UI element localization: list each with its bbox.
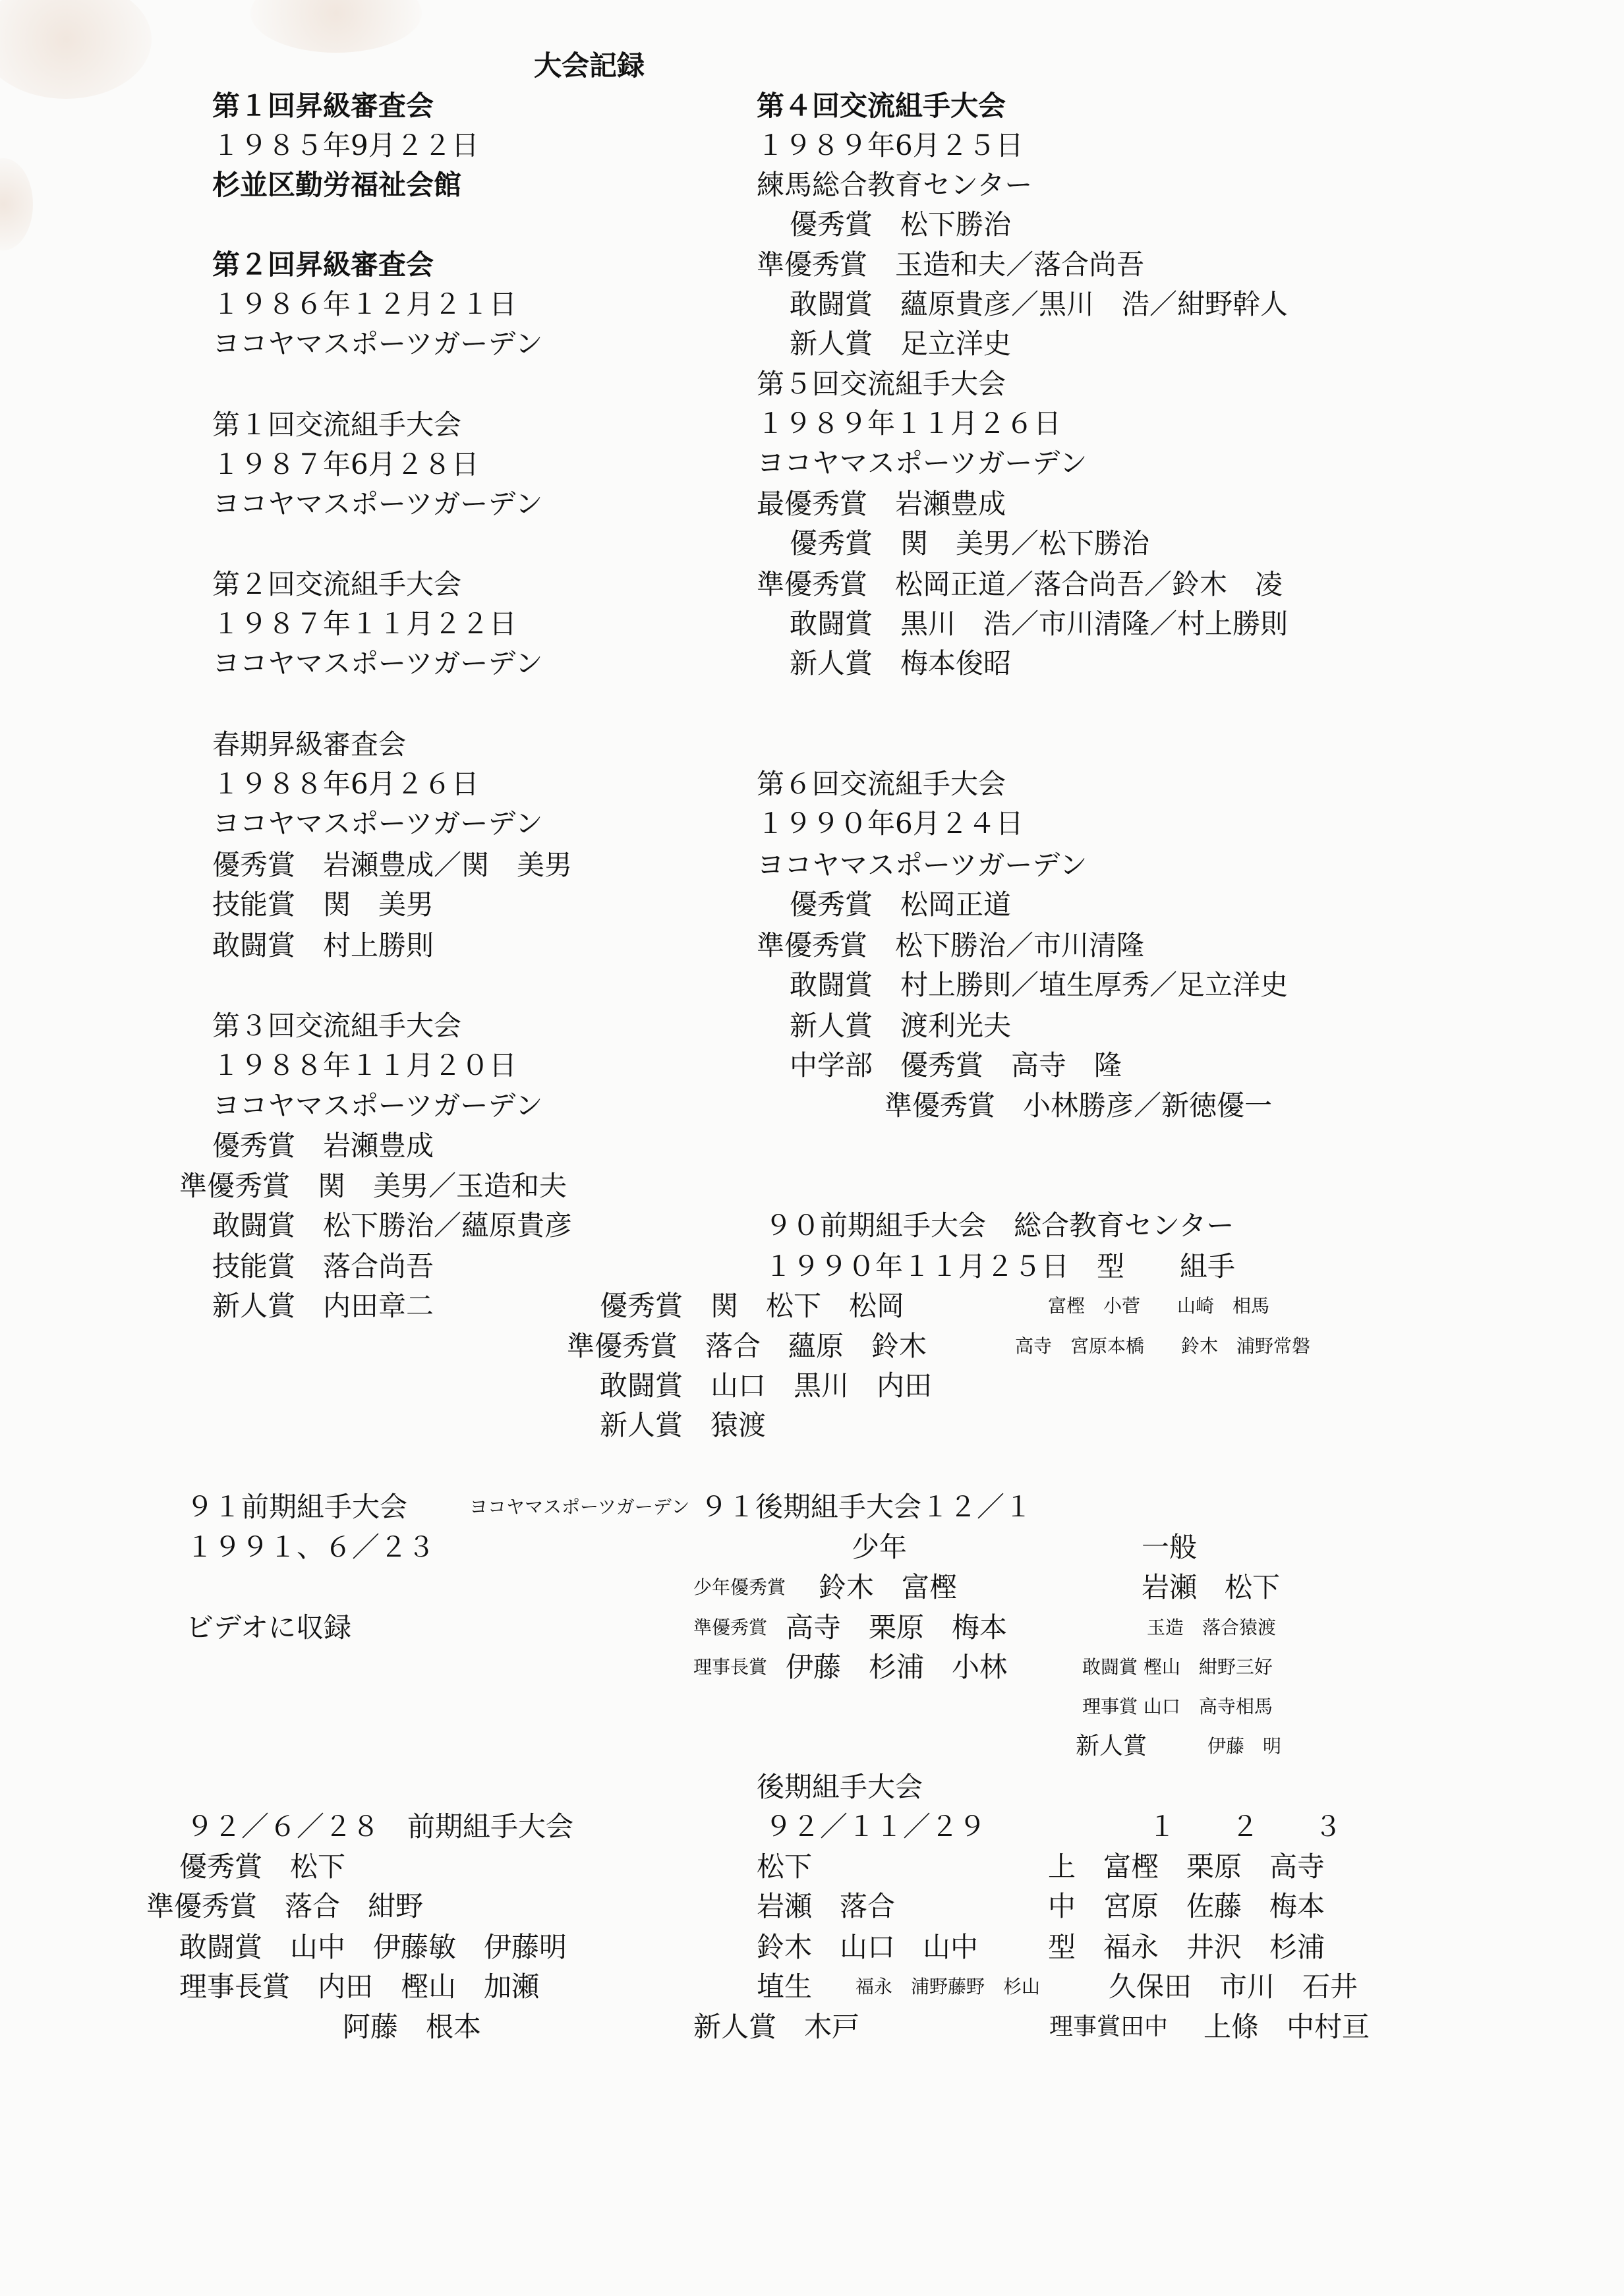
event-date: １９８７年１１月２２日 [212,608,517,640]
award-names: 敢闘賞 樫山 紺野三好 [1082,1656,1273,1678]
award-line: 優秀賞 岩瀬豊成 [212,1130,434,1162]
award-names: 玉造 落合猿渡 [1147,1617,1277,1638]
award-line: 準優秀賞 落合 蘊原 鈴木 [567,1330,927,1362]
award-names: 埴生 [757,1970,813,2003]
event-title: 第１回昇級審査会 [212,90,434,122]
event-title: 第６回交流組手大会 [757,768,1006,800]
paper-stain [0,0,152,99]
note: ビデオに収録 [186,1611,352,1644]
event-title: 春期昇級審査会 [212,728,407,761]
event-title: 後期組手大会 [757,1771,923,1803]
award-line: 準優秀賞 松下勝治／市川清隆 [757,929,1145,961]
award-line: 技能賞 関 美男 [212,888,434,921]
award-label: 理事賞田中 [1049,2013,1169,2040]
award-label: 準優秀賞 [693,1617,768,1638]
event-date: １９８８年１１月２０日 [212,1049,517,1081]
event-venue: ヨコヤマスポーツガーデン [212,647,543,679]
column-header: 一般 [1142,1531,1198,1563]
award-names: 岩瀬 松下 [1142,1571,1281,1603]
award-names: 岩瀬 落合 [757,1890,896,1922]
event-title: 第３回交流組手大会 [212,1010,462,1042]
award-names: 福永 浦野藤野 杉山 [856,1976,1041,1997]
award-line: 新人賞 梅本俊昭 [790,647,1012,679]
award-line: 準優秀賞 小林勝彦／新徳優一 [884,1089,1273,1122]
award-line: 優秀賞 松岡正道 [790,888,1012,921]
event-date: １９９０年6月２４日 [757,807,1024,840]
event-venue: 練馬総合教育センター [757,169,1033,201]
award-line: 最優秀賞 岩瀬豊成 [757,488,1006,520]
award-line: 新人賞 足立洋史 [790,328,1012,360]
award-line: 新人賞 猿渡 [600,1409,767,1441]
event-title: ９１後期組手大会１２／１ [700,1491,1033,1523]
rank-header: １ ２ ３ [1148,1810,1343,1843]
page-title: 大会記録 [534,49,645,82]
award-line: 新人賞 内田章二 [212,1290,434,1322]
event-date: １９８８年6月２６日 [212,768,479,800]
award-names: 理事賞 山口 高寺相馬 [1082,1696,1273,1717]
award-line: 敢闘賞 松下勝治／蘊原貴彦 [212,1209,573,1242]
event-venue: 杉並区勤労福祉会館 [212,169,462,201]
award-label: 少年優秀賞 [693,1576,786,1598]
paper-stain [250,0,422,53]
award-line: 優秀賞 松下勝治 [790,208,1012,241]
award-line: 敢闘賞 蘊原貴彦／黒川 浩／紺野幹人 [790,288,1289,320]
award-line: 敢闘賞 山口 黒川 内田 [600,1369,933,1402]
award-names: 伊藤 杉浦 小林 [786,1651,1008,1683]
rank-row: 久保田 市川 石井 [1109,1970,1358,2003]
event-date: １９８９年6月２５日 [757,129,1024,161]
event-date: １９９０年１１月２５日 型 組手 [765,1250,1236,1282]
award-line: 優秀賞 関 松下 松岡 [600,1290,905,1322]
award-line: 準優秀賞 松岡正道／落合尚吾／鈴木 凌 [757,568,1283,600]
award-note: 高寺 宮原本橋 鈴木 浦野常磐 [1015,1335,1311,1357]
award-line: 理事長賞 内田 樫山 加瀬 [179,1970,540,2003]
award-names: 鈴木 山口 山中 [757,1931,979,1963]
award-label: 理事長賞 [693,1656,768,1678]
award-line: 優秀賞 松下 [179,1851,346,1883]
event-venue: ヨコヤマスポーツガーデン [212,328,543,360]
award-names: 阿藤 根本 [343,2011,482,2043]
event-title: 第１回交流組手大会 [212,409,462,441]
event-venue: ヨコヤマスポーツガーデン [212,807,543,840]
award-line: 準優秀賞 落合 紺野 [146,1890,424,1922]
rank-row: 中 宮原 佐藤 梅本 [1048,1890,1325,1922]
award-names: 伊藤 明 [1207,1735,1282,1757]
award-line: 技能賞 落合尚吾 [212,1250,434,1282]
event-date: １９９１、６／２３ [186,1531,436,1563]
award-names: 松下 [757,1851,813,1883]
event-venue: ヨコヤマスポーツガーデン [757,447,1088,479]
award-names: 上條 中村亘 [1204,2011,1370,2043]
award-line: 準優秀賞 玉造和夫／落合尚吾 [757,248,1145,281]
event-title: ９１前期組手大会 [186,1491,408,1523]
award-label: 新人賞 [1076,1733,1147,1760]
event-title: 第２回交流組手大会 [212,568,462,600]
award-line: 準優秀賞 関 美男／玉造和夫 [179,1170,567,1202]
event-date: １９８５年9月２２日 [212,129,479,161]
award-line: 敢闘賞 村上勝則 [212,929,434,961]
award-line: 優秀賞 関 美男／松下勝治 [790,527,1150,560]
column-header: 少年 [852,1531,908,1563]
award-note: 富樫 小菅 山崎 相馬 [1048,1295,1270,1317]
event-date: １９８７年6月２８日 [212,448,479,480]
award-line: 敢闘賞 山中 伊藤敏 伊藤明 [179,1931,567,1963]
award-line: 敢闘賞 村上勝則／埴生厚秀／足立洋史 [790,969,1289,1001]
event-title: 第４回交流組手大会 [757,90,1006,122]
event-venue: ヨコヤマスポーツガーデン [757,849,1088,881]
event-title: ９０前期組手大会 総合教育センター [765,1209,1234,1242]
award-line: 優秀賞 岩瀬豊成／関 美男 [212,849,573,881]
event-venue: ヨコヤマスポーツガーデン [212,488,543,520]
event-title: ９２／６／２８ 前期組手大会 [186,1810,574,1843]
rank-row: 上 富樫 栗原 高寺 [1048,1851,1325,1883]
event-venue: ヨコヤマスポーツガーデン [469,1496,690,1518]
rank-row: 型 福永 井沢 杉浦 [1048,1931,1325,1963]
award-line: 新人賞 渡利光夫 [790,1010,1012,1042]
award-line: 新人賞 木戸 [693,2011,860,2043]
paper-stain [0,158,33,250]
event-date: １９８６年１２月２１日 [212,288,517,320]
event-venue: ヨコヤマスポーツガーデン [212,1089,543,1122]
award-line: 敢闘賞 黒川 浩／市川清隆／村上勝則 [790,608,1289,640]
award-names: 高寺 栗原 梅本 [786,1611,1008,1644]
event-date: １９８９年１１月２６日 [757,407,1062,440]
award-names: 鈴木 富樫 [819,1571,958,1603]
event-title: 第２回昇級審査会 [212,248,434,281]
event-title: 第５回交流組手大会 [757,368,1006,400]
award-line: 中学部 優秀賞 高寺 隆 [790,1049,1122,1081]
event-date: ９２／１１／２９ [765,1810,987,1843]
